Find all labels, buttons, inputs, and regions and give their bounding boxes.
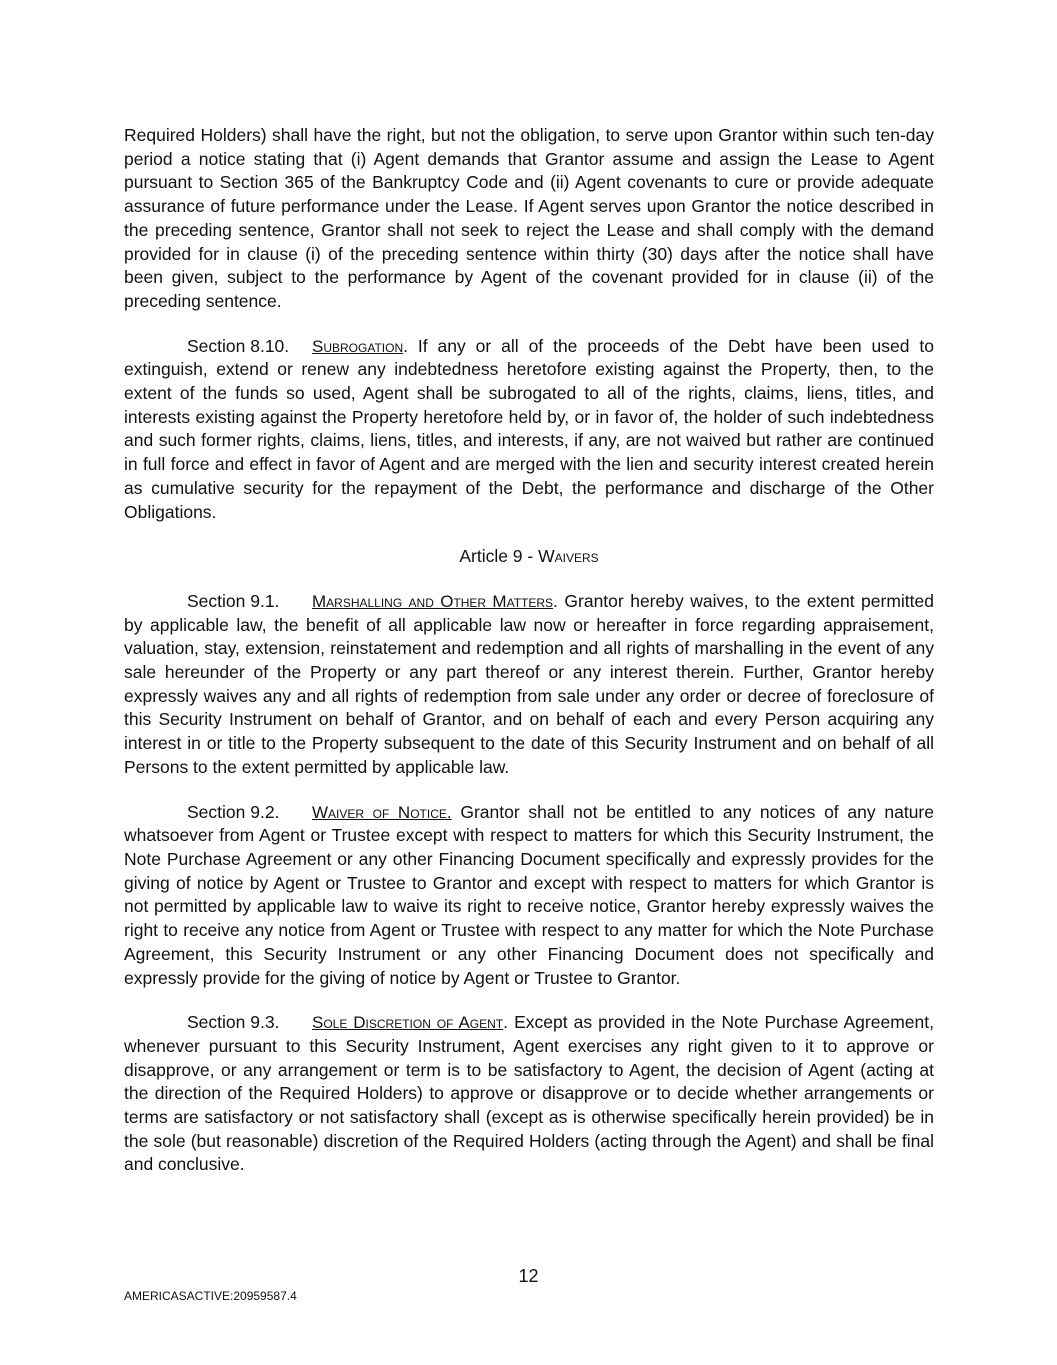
section-body: Except as provided in the Note Purchase Agreement, whenever pursuant to this Security Instrument, Agent exercises any right given to it to approve or disapprove, or any arrangement or term is to be satisfactory to Agent, the decision of Agent (acting at the direction of the Required Holders) to approve or disapprove or to decide whether arrangements or terms are satisfactory or not satisfactory shall (except as is otherwise specifically herein provided) be in the sole (but reasonable) discretion of the Required Holders (acting through the Agent) and shall be final and conclusive. bbox=[124, 1012, 934, 1175]
section-body: If any or all of the proceeds of the Debt have been used to extinguish, extend or renew any indebtedness heretofore existing against the Property, then, to the extent of the funds so used, Agent shall be subrogated to all of the rights, claims, liens, titles, and interests existing against the Property heretofore held by, or in favor of, the holder of such indebtedness and such former rights, claims, liens, titles, and interests, if any, are not waived but rather are continued in full force and effect in favor of Agent and are merged with the lien and security interest created herein as cumulative security for the repayment of the Debt, the performance and discharge of the Other Obligations. bbox=[124, 335, 934, 522]
page-number: 12 bbox=[518, 1266, 539, 1286]
section-number: Section 8.10. bbox=[187, 335, 290, 356]
article-heading bbox=[124, 545, 934, 569]
section-9-3 bbox=[124, 1011, 934, 1177]
section-number: Section 9.2. bbox=[187, 801, 280, 822]
article-title: Waivers bbox=[538, 546, 599, 567]
document-id: AMERICASACTIVE:20959587.4 bbox=[124, 1289, 297, 1303]
section-caption: Waiver of Notice. bbox=[312, 802, 452, 822]
section-9-2 bbox=[124, 801, 934, 991]
caption-trail: . bbox=[403, 335, 408, 356]
document-page bbox=[124, 124, 934, 1177]
section-body: Grantor hereby waives, to the extent permitted by applicable law, the benefit of all applicable law now or hereafter in force regarding appraisement, valuation, stay, extension, reinstatement and redemption and all rights of marshalling in the event of any sale hereunder of the Property or any part thereof or any interest therein. Further, Grantor hereby expressly waives any and all rights of redemption from sale under any order or decree of foreclosure of this Security Instrument on behalf of Grantor, and on behalf of each and every Person acquiring any interest in or title to the Property subsequent to the date of this Security Instrument and on behalf of all Persons to the extent permitted by applicable law. bbox=[124, 590, 934, 777]
section-caption: Subrogation bbox=[312, 336, 404, 356]
section-number: Section 9.3. bbox=[187, 1012, 280, 1033]
section-8-10 bbox=[124, 335, 934, 525]
section-caption: Marshalling and Other Matters bbox=[312, 591, 554, 611]
section-number: Section 9.1. bbox=[187, 590, 280, 611]
caption-trail: . bbox=[553, 590, 558, 611]
article-separator: - bbox=[522, 546, 539, 567]
section-9-1 bbox=[124, 590, 934, 780]
continuation-paragraph: Required Holders) shall have the right, but not the obligation, to serve upon Grantor within such ten-day period a notice stating that (i) Agent demands that Grantor assume and assign the Lease to Agent pursuant to Section 365 of the Bankruptcy Code and (ii) Agent covenants to cure or provide adequate assurance of future performance under the Lease. If Agent serves upon Grantor the notice described in the preceding sentence, Grantor shall not seek to reject the Lease and shall comply with the demand provided for in clause (i) of the preceding sentence within thirty (30) days after the notice shall have been given, subject to the performance by Agent of the covenant provided for in clause (ii) of the preceding sentence. bbox=[124, 125, 934, 311]
article-label: Article 9 bbox=[459, 546, 523, 567]
section-body: Grantor shall not be entitled to any notices of any nature whatsoever from Agent or Trustee except with respect to matters for which this Security Instrument, the Note Purchase Agreement or any other Financing Document specifically and expressly provides for the giving of notice by Agent or Trustee to Grantor and except with respect to matters for which Grantor is not permitted by applicable law to waive its right to receive notice, Grantor hereby expressly waives the right to receive any notice from Agent or Trustee with respect to any matter for which the Note Purchase Agreement, this Security Instrument or any other Financing Document does not specifically and expressly provide for the giving of notice by Agent or Trustee to Grantor. bbox=[124, 801, 934, 988]
caption-trail: . bbox=[503, 1012, 509, 1033]
section-caption: Sole Discretion of Agent bbox=[312, 1013, 504, 1033]
